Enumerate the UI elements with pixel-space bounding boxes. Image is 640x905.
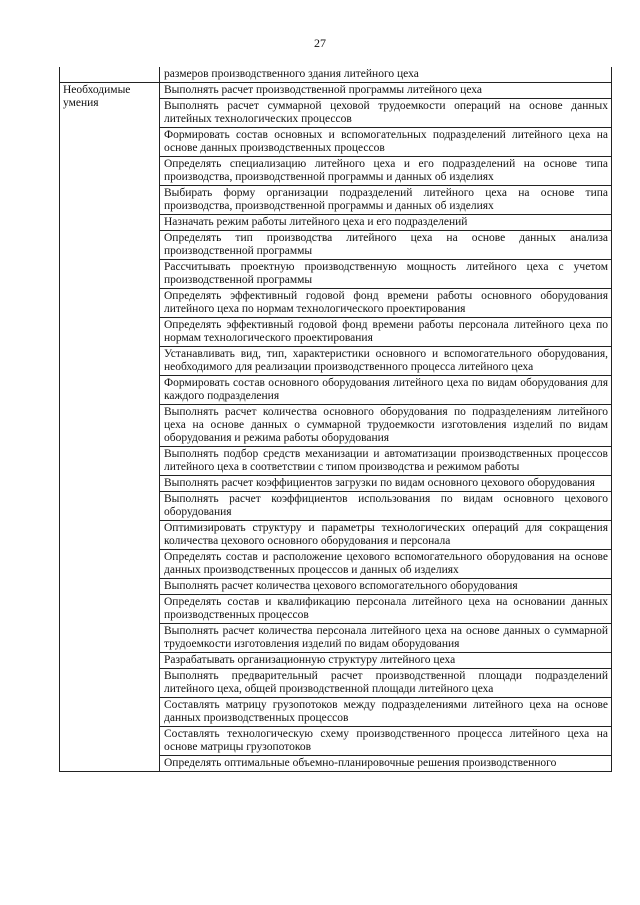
skills-table [59,67,612,772]
skill-cell: Определять эффективный годовой фонд времени работы персонала литейного цеха по нормам технологического проектирования [160,318,612,347]
skill-cell: Выполнять расчет количества основного оборудования по подразделениям литейного цеха на основе данных о суммарной трудоемкости изготовления изделий по видам оборудования и режима работы оборудования [160,405,612,447]
skill-cell: Определять тип производства литейного цеха на основе данных анализа производственной программы [160,231,612,260]
skill-cell: Выполнять расчет коэффициентов загрузки по видам основного цехового оборудования [160,476,612,492]
skill-cell: Оптимизировать структуру и параметры технологических операций для сокращения количества цехового основного оборудования и персонала [160,521,612,550]
skill-cell: Выбирать форму организации подразделений литейного цеха на основе типа производства, производственной программы и данных об изделиях [160,186,612,215]
skill-cell: Назначать режим работы литейного цеха и его подразделений [160,215,612,231]
skill-cell: Определять состав и расположение цехового вспомогательного оборудования на основе данных производственных процессов и данных об изделиях [160,550,612,579]
skill-cell: Выполнять предварительный расчет производственной площади подразделений литейного цеха, общей производственной площади литейного цеха [160,669,612,698]
skill-cell: Выполнять расчет коэффициентов использования по видам основного цехового оборудования [160,492,612,521]
skill-cell: Определять состав и квалификацию персонала литейного цеха на основании данных производственных процессов [160,595,612,624]
skill-cell: Устанавливать вид, тип, характеристики основного и вспомогательного оборудования, необходимого для реализации производственного процесса литейного цеха [160,347,612,376]
skill-cell: Определять оптимальные объемно-планировочные решения производственного [160,756,612,772]
skill-cell: Определять эффективный годовой фонд времени работы основного оборудования литейного цеха по нормам технологического проектирования [160,289,612,318]
table-row [60,83,612,99]
skill-cell: Выполнять расчет суммарной цеховой трудоемкости операций на основе данных литейных технологических процессов [160,99,612,128]
table-row [60,67,612,83]
skill-cell: Выполнять расчет количества персонала литейного цеха на основе данных о суммарной трудоемкости изготовления изделий по видам оборудования [160,624,612,653]
section-label-cell: Необходимые умения [60,83,160,772]
skill-cell: Составлять матрицу грузопотоков между подразделениями литейного цеха на основе данных производственных процессов [160,698,612,727]
skill-cell: Разрабатывать организационную структуру литейного цеха [160,653,612,669]
skill-cell: Выполнять расчет производственной программы литейного цеха [160,83,612,99]
skill-cell: Выполнять подбор средств механизации и автоматизации производственных процессов литейного цеха в соответствии с типом производства и режимом работы [160,447,612,476]
skill-cell: Формировать состав основного оборудования литейного цеха по видам оборудования для каждого подразделения [160,376,612,405]
page-number: 27 [314,36,326,50]
skill-cell: Выполнять расчет количества цехового вспомогательного оборудования [160,579,612,595]
skill-cell: Рассчитывать проектную производственную мощность литейного цеха с учетом производственной программы [160,260,612,289]
skill-cell: Определять специализацию литейного цеха и его подразделений на основе типа производства, производственной программы и данных об изделиях [160,157,612,186]
skill-cell: Формировать состав основных и вспомогательных подразделений литейного цеха на основе данных производственных процессов [160,128,612,157]
continuation-cell: размеров производственного здания литейного цеха [160,67,612,83]
skill-cell: Составлять технологическую схему производственного процесса литейного цеха на основе матрицы грузопотоков [160,727,612,756]
empty-label-cell [60,67,160,83]
